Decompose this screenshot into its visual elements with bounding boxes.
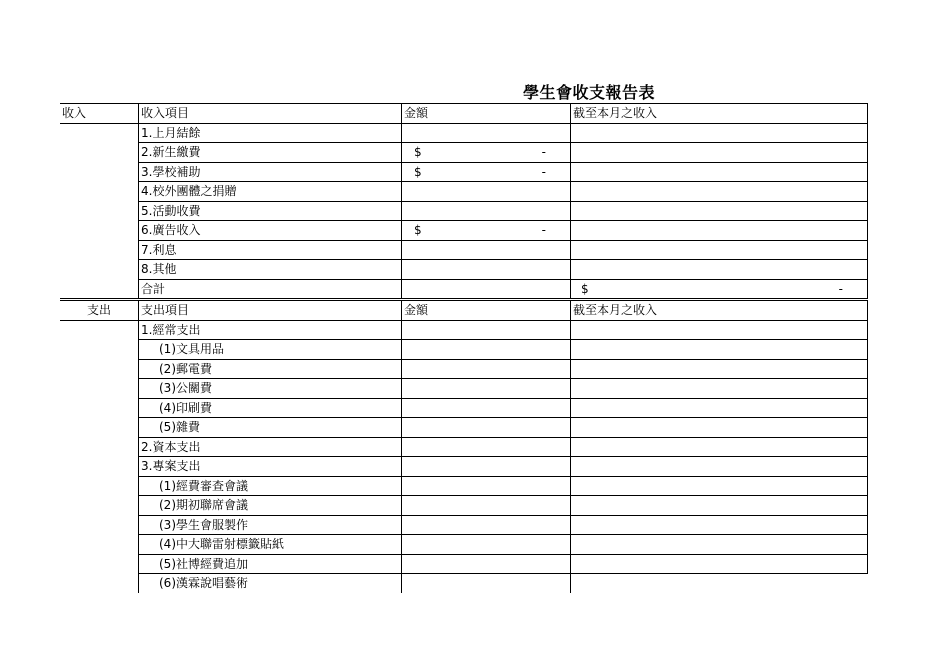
expense-row	[60, 496, 868, 516]
amount-dash: -	[541, 164, 546, 179]
income-item-header: 收入項目	[139, 104, 402, 124]
income-ytd-cell[interactable]	[571, 143, 868, 163]
income-total-ytd-cell[interactable]	[571, 279, 868, 300]
expense-item-label: 3.專案支出	[139, 457, 402, 477]
expense-item-label: (1)文具用品	[139, 340, 402, 360]
currency-symbol: $	[581, 281, 589, 296]
expense-ytd-cell[interactable]	[571, 320, 868, 340]
expense-item-label: 2.資本支出	[139, 437, 402, 457]
amount-value	[404, 221, 568, 239]
expense-ytd-cell[interactable]	[571, 379, 868, 399]
expense-item-label: (6)漢霖說唱藝術	[139, 574, 402, 593]
expense-item-label: (2)期初聯席會議	[139, 496, 402, 516]
expense-category-cell: 支出	[60, 300, 139, 321]
expense-ytd-cell[interactable]	[571, 476, 868, 496]
expense-amount-cell[interactable]	[402, 496, 571, 516]
currency-symbol: $	[414, 145, 422, 160]
expense-row	[60, 398, 868, 418]
amount-value	[404, 163, 568, 181]
income-row	[60, 162, 868, 182]
amount-value	[404, 143, 568, 161]
expense-amount-cell[interactable]	[402, 437, 571, 457]
expense-item-label: (1)經費審查會議	[139, 476, 402, 496]
income-row	[60, 201, 868, 221]
expense-item-label: (4)中大聯雷射標籤貼紙	[139, 535, 402, 555]
expense-ytd-cell[interactable]	[571, 398, 868, 418]
income-row	[60, 182, 868, 202]
income-ytd-cell[interactable]	[571, 162, 868, 182]
report-sheet	[60, 103, 868, 593]
income-item-label: 7.利息	[139, 240, 402, 260]
income-amount-cell[interactable]	[402, 162, 571, 182]
income-amount-cell[interactable]	[402, 123, 571, 143]
report-title: 學生會收支報告表	[523, 83, 656, 102]
expense-item-label: 1.經常支出	[139, 320, 402, 340]
expense-ytd-cell[interactable]	[571, 515, 868, 535]
expense-ytd-cell[interactable]	[571, 535, 868, 555]
expense-item-label: (3)學生會服製作	[139, 515, 402, 535]
expense-ytd-cell[interactable]	[571, 418, 868, 438]
expense-amount-cell[interactable]	[402, 574, 571, 593]
expense-amount-cell[interactable]	[402, 535, 571, 555]
income-total-row	[60, 279, 868, 300]
amount-dash: -	[838, 281, 843, 296]
expense-row	[60, 437, 868, 457]
income-amount-cell[interactable]	[402, 201, 571, 221]
income-item-label: 3.學校補助	[139, 162, 402, 182]
income-amount-cell[interactable]	[402, 240, 571, 260]
expense-ytd-cell[interactable]	[571, 574, 868, 593]
income-row	[60, 221, 868, 241]
expense-item-label: (5)雜費	[139, 418, 402, 438]
income-amount-cell[interactable]	[402, 143, 571, 163]
income-amount-cell[interactable]	[402, 260, 571, 280]
expense-item-header: 支出項目	[139, 300, 402, 321]
total-ytd-value	[573, 280, 865, 298]
currency-symbol: $	[414, 223, 422, 238]
income-header-row	[60, 104, 868, 124]
expense-ytd-cell[interactable]	[571, 554, 868, 574]
income-amount-header: 金額	[402, 104, 571, 124]
expense-amount-header: 金額	[402, 300, 571, 321]
currency-symbol: $	[414, 164, 422, 179]
expense-ytd-cell[interactable]	[571, 437, 868, 457]
expense-row	[60, 476, 868, 496]
expense-amount-cell[interactable]	[402, 340, 571, 360]
expense-row	[60, 515, 868, 535]
amount-dash: -	[541, 223, 546, 238]
report-table	[60, 103, 868, 593]
amount-dash: -	[541, 145, 546, 160]
income-row	[60, 123, 868, 143]
income-ytd-cell[interactable]	[571, 201, 868, 221]
expense-row	[60, 554, 868, 574]
expense-row	[60, 418, 868, 438]
expense-amount-cell[interactable]	[402, 515, 571, 535]
expense-row	[60, 457, 868, 477]
expense-amount-cell[interactable]	[402, 457, 571, 477]
income-amount-cell[interactable]	[402, 182, 571, 202]
expense-item-label: (2)郵電費	[139, 359, 402, 379]
income-total-label: 合計	[139, 279, 402, 300]
income-ytd-cell[interactable]	[571, 123, 868, 143]
income-ytd-cell[interactable]	[571, 240, 868, 260]
expense-amount-cell[interactable]	[402, 379, 571, 399]
expense-row	[60, 340, 868, 360]
expense-amount-cell[interactable]	[402, 320, 571, 340]
expense-header-row	[60, 300, 868, 321]
income-item-label: 5.活動收費	[139, 201, 402, 221]
expense-amount-cell[interactable]	[402, 476, 571, 496]
income-item-label: 4.校外團體之捐贈	[139, 182, 402, 202]
expense-ytd-cell[interactable]	[571, 457, 868, 477]
expense-item-label: (5)社博經費追加	[139, 554, 402, 574]
income-total-amount-cell[interactable]	[402, 279, 571, 300]
income-item-label: 2.新生繳費	[139, 143, 402, 163]
expense-item-label: (4)印刷費	[139, 398, 402, 418]
income-row	[60, 143, 868, 163]
income-ytd-cell[interactable]	[571, 260, 868, 280]
expense-row	[60, 320, 868, 340]
income-item-label: 6.廣告收入	[139, 221, 402, 241]
income-category-cell: 收入	[60, 104, 139, 124]
income-item-label: 8.其他	[139, 260, 402, 280]
expense-row	[60, 574, 868, 593]
expense-ytd-cell[interactable]	[571, 496, 868, 516]
income-ytd-header: 截至本月之收入	[571, 104, 868, 124]
expense-ytd-header: 截至本月之收入	[571, 300, 868, 321]
expense-ytd-cell[interactable]	[571, 340, 868, 360]
income-row	[60, 240, 868, 260]
expense-row	[60, 535, 868, 555]
income-ytd-cell[interactable]	[571, 182, 868, 202]
income-row	[60, 260, 868, 280]
expense-row	[60, 359, 868, 379]
income-item-label: 1.上月結餘	[139, 123, 402, 143]
expense-item-label: (3)公關費	[139, 379, 402, 399]
income-ytd-cell[interactable]	[571, 221, 868, 241]
expense-amount-cell[interactable]	[402, 418, 571, 438]
expense-amount-cell[interactable]	[402, 398, 571, 418]
expense-amount-cell[interactable]	[402, 359, 571, 379]
expense-amount-cell[interactable]	[402, 554, 571, 574]
expense-ytd-cell[interactable]	[571, 359, 868, 379]
income-amount-cell[interactable]	[402, 221, 571, 241]
expense-row	[60, 379, 868, 399]
